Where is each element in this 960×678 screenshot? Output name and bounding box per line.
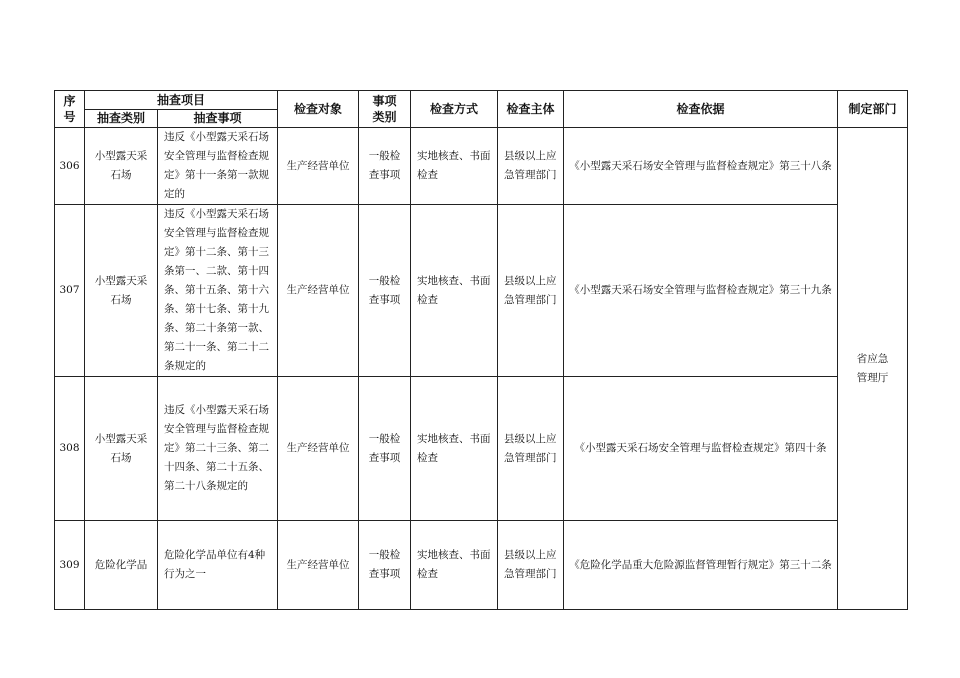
row-basis: 《危险化学品重大危险源监督管理暂行规定》第三十二条 (564, 521, 838, 610)
header-sample-project: 抽查项目 (85, 91, 278, 110)
row-basis: 《小型露天采石场安全管理与监督检查规定》第四十条 (564, 377, 838, 521)
table-row (55, 128, 908, 205)
row-item: 违反《小型露天采石场安全管理与监督检查规定》第十二条、第十三条第一、二款、第十四条、第十五条、第十六条、第十七条、第十九条、第二十条第一款、第二十一条、第二十二条规定的 (158, 205, 278, 377)
inspection-table (54, 90, 908, 610)
row-item-type: 一般检查事项 (359, 521, 411, 610)
table-row (55, 205, 908, 377)
table-row (55, 521, 908, 610)
header-seq: 序号 (55, 91, 85, 128)
row-subject: 县级以上应急管理部门 (498, 377, 564, 521)
row-category: 小型露天采石场 (85, 128, 158, 205)
row-subject: 县级以上应急管理部门 (498, 521, 564, 610)
row-seq: 306 (55, 128, 85, 205)
header-basis: 检查依据 (564, 91, 838, 128)
row-method: 实地核查、书面检查 (411, 521, 498, 610)
row-item-type: 一般检查事项 (359, 377, 411, 521)
row-subject: 县级以上应急管理部门 (498, 205, 564, 377)
row-item: 危险化学品单位有4种行为之一 (158, 521, 278, 610)
row-item: 违反《小型露天采石场安全管理与监督检查规定》第十一条第一款规定的 (158, 128, 278, 205)
row-seq: 309 (55, 521, 85, 610)
row-category: 小型露天采石场 (85, 205, 158, 377)
header-sample-category: 抽查类别 (85, 110, 158, 128)
row-target: 生产经营单位 (278, 205, 359, 377)
row-category: 危险化学品 (85, 521, 158, 610)
header-method: 检查方式 (411, 91, 498, 128)
row-item-type: 一般检查事项 (359, 128, 411, 205)
row-basis: 《小型露天采石场安全管理与监督检查规定》第三十九条 (564, 205, 838, 377)
row-method: 实地核查、书面检查 (411, 128, 498, 205)
header-dept: 制定部门 (838, 91, 908, 128)
row-item-type: 一般检查事项 (359, 205, 411, 377)
row-seq: 308 (55, 377, 85, 521)
row-seq: 307 (55, 205, 85, 377)
dept-cell: 省应急管理厅 (838, 128, 908, 610)
row-target: 生产经营单位 (278, 521, 359, 610)
row-category: 小型露天采石场 (85, 377, 158, 521)
row-subject: 县级以上应急管理部门 (498, 128, 564, 205)
header-row-1 (55, 91, 908, 110)
row-basis: 《小型露天采石场安全管理与监督检查规定》第三十八条 (564, 128, 838, 205)
table-row (55, 377, 908, 521)
header-item-type: 事项类别 (359, 91, 411, 128)
row-method: 实地核查、书面检查 (411, 377, 498, 521)
row-item: 违反《小型露天采石场安全管理与监督检查规定》第二十三条、第二十四条、第二十五条、第二十八条规定的 (158, 377, 278, 521)
row-target: 生产经营单位 (278, 128, 359, 205)
header-sample-item: 抽查事项 (158, 110, 278, 128)
row-target: 生产经营单位 (278, 377, 359, 521)
header-subject: 检查主体 (498, 91, 564, 128)
header-target: 检查对象 (278, 91, 359, 128)
row-method: 实地核查、书面检查 (411, 205, 498, 377)
